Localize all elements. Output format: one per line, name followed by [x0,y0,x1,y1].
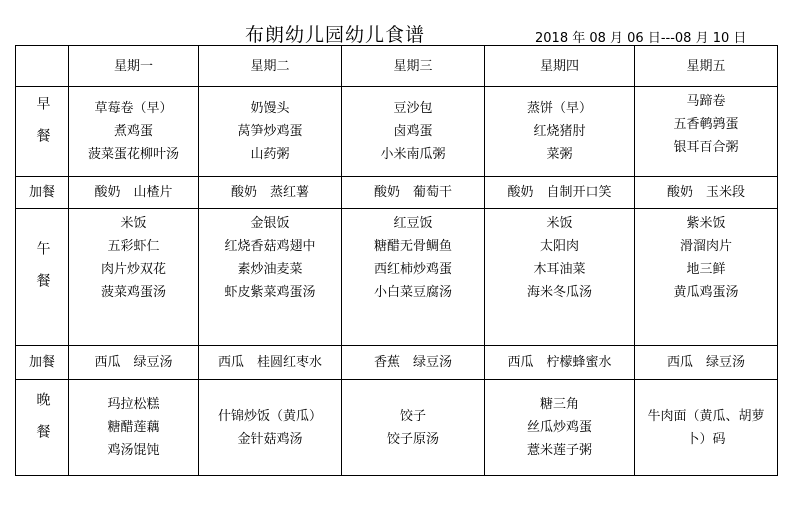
menu-cell [69,380,199,476]
dish: 奶馒头 [250,101,290,116]
dish: 菠菜蛋花柳叶汤 [87,147,179,162]
dish: 薏米莲子粥 [526,443,592,458]
dish: 煮鸡蛋 [113,124,153,139]
dish: 菠菜鸡蛋汤 [100,285,166,300]
dish: 米饭 [120,216,147,231]
dish: 卤鸡蛋 [393,124,433,139]
dish: 米饭 [546,216,573,231]
meal-label-snack2: 加餐 [28,355,55,370]
breakfast-row [16,87,778,177]
menu-cell [199,380,342,476]
snack-item: 西瓜 绿豆汤 [666,355,745,370]
menu-cell [635,209,778,346]
day-header: 星期四 [485,46,635,87]
dish: 莴笋炒鸡蛋 [237,124,303,139]
dish: 肉片炒双花 [100,262,166,277]
dish: 什锦炒饭（黄瓜） [217,408,322,424]
dish: 糖三角 [539,397,579,412]
snack-item: 酸奶 玉米段 [666,185,745,200]
dish: 虾皮紫菜鸡蛋汤 [224,285,316,300]
meal-label-cell [16,87,69,177]
dish: 海米冬瓜汤 [526,285,592,300]
meal-label-dinner: 晚餐 [34,391,51,456]
day-header: 星期一 [69,46,199,87]
snack-item: 酸奶 葡萄干 [373,185,452,200]
meal-label-cell [16,380,69,476]
meal-label-snack1: 加餐 [28,185,55,200]
dish: 豆沙包 [393,101,433,116]
dish: 山药粥 [250,147,290,162]
dish: 太阳肉 [539,239,579,254]
menu-cell [635,177,778,209]
snack-item: 西瓜 绿豆汤 [94,355,173,370]
menu-cell [342,209,485,346]
dinner-row [16,380,778,476]
header-row [16,46,778,87]
meal-label-lunch: 午餐 [34,241,51,305]
dish: 草莓卷（早） [94,101,173,116]
menu-cell [342,380,485,476]
dish: 紫米饭 [686,216,726,231]
menu-cell [485,209,635,346]
menu-cell [199,209,342,346]
day-header: 星期二 [199,46,342,87]
menu-cell [199,87,342,177]
lunch-row [16,209,778,346]
menu-cell [69,209,199,346]
menu-cell [342,87,485,177]
dish: 五香鹌鹑蛋 [673,117,739,132]
dish: 黄瓜鸡蛋汤 [673,285,739,300]
menu-cell [635,380,778,476]
dish: 玛拉松糕 [107,397,160,412]
dish: 地三鲜 [686,262,726,277]
dish: 金针菇鸡汤 [237,431,303,447]
menu-cell [69,177,199,209]
dish: 饺子 [399,408,426,424]
dish: 木耳油菜 [533,262,586,277]
dish: 红烧香菇鸡翅中 [224,239,316,254]
menu-cell [635,346,778,380]
dish: 饺子原汤 [386,431,439,447]
dish: 五彩虾仁 [107,239,160,254]
meal-label-cell [16,346,69,380]
dish: 红豆饭 [393,216,433,231]
menu-table [15,45,778,476]
snack1-row [16,177,778,209]
corner-cell [16,46,69,87]
dish: 鸡汤馄饨 [107,443,160,458]
dish: 西红柿炒鸡蛋 [373,262,452,277]
menu-cell [485,87,635,177]
meal-label-breakfast: 早餐 [34,95,51,160]
dish: 牛肉面（黄瓜、胡萝卜）码 [647,408,765,447]
dish: 丝瓜炒鸡蛋 [526,420,592,435]
dish: 红烧猪肘 [533,124,586,139]
snack-item: 西瓜 桂圆红枣水 [217,355,322,370]
menu-cell [199,177,342,209]
menu-cell [342,346,485,380]
snack-item: 香蕉 绿豆汤 [373,355,452,370]
menu-cell [485,177,635,209]
menu-cell [342,177,485,209]
dish: 小白菜豆腐汤 [373,285,452,300]
dish: 糖醋无骨鲷鱼 [373,239,452,254]
dish: 小米南瓜粥 [380,147,446,162]
meal-label-cell [16,177,69,209]
snack-item: 西瓜 柠檬蜂蜜水 [507,355,612,370]
dish: 马蹄卷 [686,94,726,109]
menu-cell [199,346,342,380]
menu-cell [635,87,778,177]
snack-item: 酸奶 蒸红薯 [230,185,309,200]
day-header: 星期五 [635,46,778,87]
snack-item: 酸奶 自制开口笑 [507,185,612,200]
menu-cell [69,346,199,380]
menu-cell [485,346,635,380]
dish: 素炒油麦菜 [237,262,303,277]
dish: 菜粥 [546,147,573,162]
dish: 金银饭 [250,216,290,231]
snack-item: 酸奶 山楂片 [94,185,173,200]
day-header: 星期三 [342,46,485,87]
meal-label-cell [16,209,69,346]
snack2-row [16,346,778,380]
date-range: 2018 年 08 月 06 日---08 月 10 日 [535,31,747,46]
menu-cell [69,87,199,177]
dish: 蒸饼（早） [526,101,592,116]
page-title: 布朗幼儿园幼儿食谱 [245,24,426,46]
dish: 糖醋莲藕 [107,420,160,435]
menu-cell [485,380,635,476]
dish: 滑溜肉片 [679,239,732,254]
dish: 银耳百合粥 [673,140,739,155]
